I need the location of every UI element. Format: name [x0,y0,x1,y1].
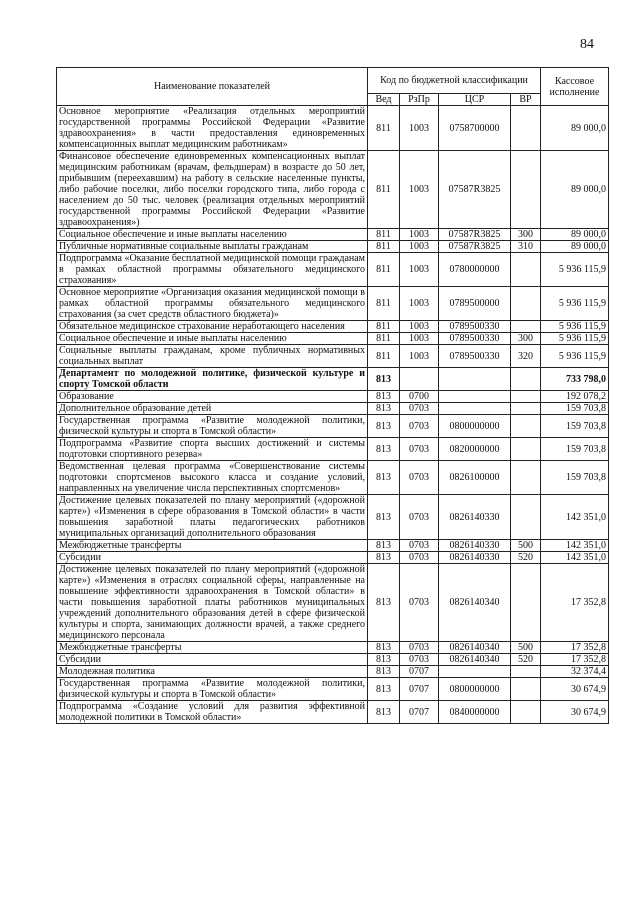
row-rzpr: 1003 [400,229,439,241]
row-name: Социальные выплаты гражданам, кроме публичных нормативных социальных выплат [57,345,368,368]
row-amount: 159 703,8 [541,415,609,438]
row-amount: 30 674,9 [541,678,609,701]
row-vr [511,666,541,678]
row-ved: 811 [368,321,400,333]
row-name: Финансовое обеспечение единовременных компенсационных выплат медицинским работникам (врачам, фельдшерам) в возрасте до 50 лет, прибывшим (переехавшим) на работу в сельские населенные пункты, либо рабочие поселки, либо поселки городского типа, либо города с населением до 50 тыс. человек (реализация отдельных мероприятий государственной программы Российской Федерации «Развитие здравоохранения») [57,151,368,229]
row-vr [511,403,541,415]
row-ved: 813 [368,642,400,654]
table-row [57,229,609,241]
row-vr [511,151,541,229]
row-name: Межбюджетные трансферты [57,642,368,654]
row-csr: 0800000000 [439,415,511,438]
row-vr: 300 [511,229,541,241]
row-rzpr: 0703 [400,495,439,540]
row-rzpr: 0703 [400,642,439,654]
table-row [57,540,609,552]
row-name: Подпрограмма «Развитие спорта высших достижений и системы подготовки спортивного резерва» [57,438,368,461]
row-rzpr: 1003 [400,345,439,368]
header-execution: Кассовое исполнение [541,68,609,106]
row-amount: 142 351,0 [541,552,609,564]
page-number: 84 [580,37,594,52]
row-rzpr: 1003 [400,241,439,253]
row-ved: 813 [368,438,400,461]
row-rzpr: 1003 [400,106,439,151]
table-row [57,461,609,495]
row-ved: 813 [368,654,400,666]
row-amount: 89 000,0 [541,151,609,229]
row-ved: 811 [368,106,400,151]
table-row [57,345,609,368]
row-amount: 89 000,0 [541,241,609,253]
row-ved: 813 [368,666,400,678]
row-csr: 0826140330 [439,552,511,564]
row-ved: 813 [368,391,400,403]
row-name: Основное мероприятие «Реализация отдельных мероприятий государственной программы Российской Федерации «Развитие здравоохранения» в части предоставления единовременных компенсационных выплат медицинским работникам» [57,106,368,151]
table-row [57,368,609,391]
table-row [57,106,609,151]
row-name: Публичные нормативные социальные выплаты гражданам [57,241,368,253]
row-rzpr: 0707 [400,666,439,678]
table-row [57,287,609,321]
row-ved: 811 [368,287,400,321]
row-csr [439,666,511,678]
row-amount: 89 000,0 [541,229,609,241]
table-row [57,552,609,564]
row-rzpr [400,368,439,391]
row-vr [511,106,541,151]
row-amount: 159 703,8 [541,438,609,461]
row-amount: 159 703,8 [541,403,609,415]
row-name: Образование [57,391,368,403]
row-csr: 0826140340 [439,654,511,666]
row-name: Департамент по молодежной политике, физической культуре и спорту Томской области [57,368,368,391]
row-amount: 30 674,9 [541,701,609,724]
row-name: Субсидии [57,654,368,666]
row-vr [511,391,541,403]
row-ved: 813 [368,678,400,701]
row-name: Достижение целевых показателей по плану мероприятий («дорожной карте») «Изменения в сфере образования в Томской области» в части повышения заработной платы педагогических работников муниципальных организаций дополнительного образования [57,495,368,540]
table-row [57,642,609,654]
row-vr: 320 [511,345,541,368]
row-csr: 07587R3825 [439,241,511,253]
row-rzpr: 1003 [400,253,439,287]
row-rzpr: 1003 [400,321,439,333]
row-name: Ведомственная целевая программа «Совершенствование системы подготовки спортсменов высокого класса и создание условий, направленных на увеличение числа перспективных спортсменов» [57,461,368,495]
row-vr: 520 [511,552,541,564]
table-row [57,564,609,642]
row-csr [439,403,511,415]
row-rzpr: 1003 [400,151,439,229]
table-row [57,415,609,438]
row-rzpr: 0707 [400,701,439,724]
row-ved: 811 [368,229,400,241]
row-rzpr: 1003 [400,333,439,345]
row-csr: 0758700000 [439,106,511,151]
row-vr [511,415,541,438]
row-rzpr: 1003 [400,287,439,321]
row-name: Субсидии [57,552,368,564]
table-row [57,495,609,540]
row-rzpr: 0703 [400,654,439,666]
budget-table [56,67,609,724]
row-csr: 0826140330 [439,495,511,540]
row-ved: 811 [368,333,400,345]
row-rzpr: 0703 [400,415,439,438]
row-rzpr: 0703 [400,540,439,552]
row-amount: 192 078,2 [541,391,609,403]
header-code-group: Код по бюджетной классификации [368,68,541,94]
row-rzpr: 0703 [400,438,439,461]
table-row [57,333,609,345]
row-amount: 733 798,0 [541,368,609,391]
row-name: Социальное обеспечение и иные выплаты населению [57,229,368,241]
row-ved: 813 [368,368,400,391]
row-csr: 0826140340 [439,642,511,654]
row-name: Государственная программа «Развитие молодежной политики, физической культуры и спорта в Томской области» [57,415,368,438]
row-ved: 811 [368,241,400,253]
row-amount: 5 936 115,9 [541,345,609,368]
header-vr: ВР [511,94,541,106]
row-csr: 0780000000 [439,253,511,287]
row-vr [511,701,541,724]
row-csr: 0789500330 [439,333,511,345]
row-vr: 500 [511,540,541,552]
row-csr: 07587R3825 [439,229,511,241]
row-csr [439,368,511,391]
table-row [57,654,609,666]
row-ved: 811 [368,151,400,229]
table-header [57,68,609,106]
row-csr [439,391,511,403]
row-csr: 0826100000 [439,461,511,495]
row-amount: 142 351,0 [541,540,609,552]
row-ved: 813 [368,495,400,540]
row-csr: 0800000000 [439,678,511,701]
row-ved: 811 [368,253,400,287]
row-name: Подпрограмма «Оказание бесплатной медицинской помощи гражданам в рамках областной программы обязательного медицинского страхования» [57,253,368,287]
row-vr [511,438,541,461]
row-ved: 813 [368,415,400,438]
header-ved: Вед [368,94,400,106]
row-vr [511,287,541,321]
row-ved: 813 [368,461,400,495]
table-row [57,253,609,287]
row-amount: 159 703,8 [541,461,609,495]
row-amount: 142 351,0 [541,495,609,540]
row-vr: 500 [511,642,541,654]
row-ved: 811 [368,345,400,368]
row-name: Социальное обеспечение и иные выплаты населению [57,333,368,345]
row-rzpr: 0703 [400,461,439,495]
table-row [57,678,609,701]
row-csr: 07587R3825 [439,151,511,229]
table-row [57,666,609,678]
row-ved: 813 [368,540,400,552]
row-vr: 300 [511,333,541,345]
table-row [57,321,609,333]
row-rzpr: 0703 [400,552,439,564]
row-ved: 813 [368,701,400,724]
table-body [57,106,609,724]
table-row [57,241,609,253]
row-amount: 5 936 115,9 [541,253,609,287]
row-rzpr: 0703 [400,403,439,415]
row-vr [511,564,541,642]
table-row [57,151,609,229]
row-amount: 32 374,4 [541,666,609,678]
row-name: Государственная программа «Развитие молодежной политики, физической культуры и спорта в Томской области» [57,678,368,701]
row-name: Дополнительное образование детей [57,403,368,415]
row-csr: 0789500330 [439,321,511,333]
row-csr: 0826140330 [439,540,511,552]
table-row [57,391,609,403]
row-ved: 813 [368,564,400,642]
row-vr [511,461,541,495]
row-name: Обязательное медицинское страхование неработающего населения [57,321,368,333]
row-vr [511,253,541,287]
row-amount: 5 936 115,9 [541,333,609,345]
row-amount: 17 352,8 [541,642,609,654]
row-ved: 813 [368,403,400,415]
row-vr [511,368,541,391]
table-row [57,403,609,415]
row-csr: 0789500000 [439,287,511,321]
row-amount: 5 936 115,9 [541,287,609,321]
row-csr: 0820000000 [439,438,511,461]
row-amount: 5 936 115,9 [541,321,609,333]
row-vr [511,321,541,333]
table-row [57,701,609,724]
row-name: Достижение целевых показателей по плану мероприятий («дорожной карте») «Изменения в отраслях социальной сферы, направленные на повышение эффективности здравоохранения в Томской области» в части повышения заработной платы работников муниципальных учреждений дополнительного образования детей в сфере физической культуры и спорта, занимающих должности врачей, а также среднего медицинского персонала [57,564,368,642]
row-rzpr: 0707 [400,678,439,701]
row-rzpr: 0700 [400,391,439,403]
row-csr: 0826140340 [439,564,511,642]
row-name: Молодежная политика [57,666,368,678]
header-csr: ЦСР [439,94,511,106]
row-ved: 813 [368,552,400,564]
row-name: Межбюджетные трансферты [57,540,368,552]
row-vr: 520 [511,654,541,666]
row-amount: 89 000,0 [541,106,609,151]
row-amount: 17 352,8 [541,564,609,642]
row-vr: 310 [511,241,541,253]
row-name: Подпрограмма «Создание условий для развития эффективной молодежной политики в Томской области» [57,701,368,724]
row-csr: 0789500330 [439,345,511,368]
header-name: Наименование показателей [57,68,368,106]
row-rzpr: 0703 [400,564,439,642]
header-rzpr: РзПр [400,94,439,106]
table-row [57,438,609,461]
row-vr [511,678,541,701]
row-vr [511,495,541,540]
row-amount: 17 352,8 [541,654,609,666]
row-name: Основное мероприятие «Организация оказания медицинской помощи в рамках областной программы обязательного медицинского страхования (за счет средств областного бюджета)» [57,287,368,321]
row-csr: 0840000000 [439,701,511,724]
